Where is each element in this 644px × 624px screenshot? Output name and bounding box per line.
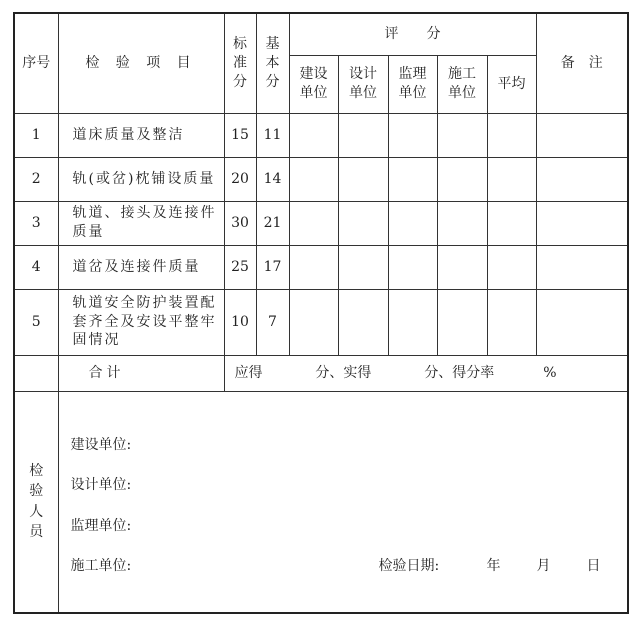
header-row-1 <box>14 13 628 55</box>
score-rate-label: 分、得分率 <box>424 364 495 381</box>
score-cell[interactable] <box>388 157 437 201</box>
total-row <box>14 355 628 391</box>
header-rater-construction: 建设 单位 <box>289 55 338 113</box>
row-no: 1 <box>14 113 58 157</box>
row-item: 轨道、接头及连接件质量 <box>58 201 224 245</box>
inspectors-row <box>14 391 628 613</box>
row-basic-score: 17 <box>256 245 289 289</box>
header-rater-average: 平均 <box>487 55 536 113</box>
score-cell[interactable] <box>388 113 437 157</box>
percent-sign: % <box>543 364 557 381</box>
construction-unit-signature[interactable]: 建设单位: <box>70 436 132 453</box>
score-cell[interactable] <box>338 113 388 157</box>
header-rater-supervision: 监理 单位 <box>388 55 437 113</box>
table-row <box>14 157 628 201</box>
supervision-unit-signature[interactable]: 监理单位: <box>70 517 132 534</box>
row-standard-score: 25 <box>224 245 256 289</box>
design-unit-signature[interactable]: 设计单位: <box>70 476 132 493</box>
header-seq: 序号 <box>14 13 58 113</box>
score-cell[interactable] <box>388 245 437 289</box>
inspection-date-label: 检验日期: <box>378 557 440 574</box>
total-seq-cell <box>14 355 58 391</box>
remarks-cell[interactable] <box>536 245 628 289</box>
score-cell[interactable] <box>487 245 536 289</box>
score-cell[interactable] <box>388 201 437 245</box>
header-remarks: 备 注 <box>536 13 628 113</box>
header-rater-contractor: 施工 单位 <box>437 55 487 113</box>
inspectors-label: 检 验 人 员 <box>14 391 58 613</box>
remarks-cell[interactable] <box>536 113 628 157</box>
score-cell[interactable] <box>289 113 338 157</box>
table-row <box>14 245 628 289</box>
score-cell[interactable] <box>289 245 338 289</box>
table-row <box>14 201 628 245</box>
score-cell[interactable] <box>437 245 487 289</box>
score-cell[interactable] <box>487 289 536 355</box>
row-item: 道床质量及整洁 <box>58 113 224 157</box>
score-cell[interactable] <box>437 201 487 245</box>
table-row <box>14 113 628 157</box>
score-cell[interactable] <box>289 289 338 355</box>
row-no: 4 <box>14 245 58 289</box>
contractor-unit-signature[interactable]: 施工单位: <box>70 557 132 574</box>
signature-area <box>58 391 628 613</box>
row-basic-score: 21 <box>256 201 289 245</box>
header-item: 检 验 项 目 <box>58 13 224 113</box>
actual-score-label: 分、实得 <box>315 364 372 381</box>
row-no: 3 <box>14 201 58 245</box>
score-cell[interactable] <box>437 113 487 157</box>
header-standard-score: 标 准 分 <box>224 13 256 113</box>
remarks-cell[interactable] <box>536 157 628 201</box>
score-cell[interactable] <box>289 157 338 201</box>
score-cell[interactable] <box>437 157 487 201</box>
row-basic-score: 7 <box>256 289 289 355</box>
score-cell[interactable] <box>338 245 388 289</box>
remarks-cell[interactable] <box>536 289 628 355</box>
score-cell[interactable] <box>437 289 487 355</box>
row-basic-score: 11 <box>256 113 289 157</box>
row-item: 道岔及连接件质量 <box>58 245 224 289</box>
score-cell[interactable] <box>487 157 536 201</box>
header-basic-score: 基 本 分 <box>256 13 289 113</box>
row-no: 5 <box>14 289 58 355</box>
remarks-cell[interactable] <box>536 201 628 245</box>
score-cell[interactable] <box>289 201 338 245</box>
inspection-score-table <box>13 12 629 614</box>
score-cell[interactable] <box>487 113 536 157</box>
total-label: 合计 <box>58 355 224 391</box>
row-item: 轨(或岔)枕铺设质量 <box>58 157 224 201</box>
row-standard-score: 15 <box>224 113 256 157</box>
row-standard-score: 30 <box>224 201 256 245</box>
score-cell[interactable] <box>487 201 536 245</box>
date-month[interactable]: 月 <box>536 557 551 574</box>
row-standard-score: 20 <box>224 157 256 201</box>
row-no: 2 <box>14 157 58 201</box>
score-cell[interactable] <box>388 289 437 355</box>
header-rater-design: 设计 单位 <box>338 55 388 113</box>
score-cell[interactable] <box>338 289 388 355</box>
row-standard-score: 10 <box>224 289 256 355</box>
date-day[interactable]: 日 <box>586 557 601 574</box>
table-row <box>14 289 628 355</box>
row-item: 轨道安全防护装置配套齐全及安设平整牢固情况 <box>58 289 224 355</box>
should-score-label: 应得 <box>234 364 263 381</box>
score-cell[interactable] <box>338 201 388 245</box>
score-cell[interactable] <box>338 157 388 201</box>
header-rating: 评 分 <box>289 13 536 55</box>
date-year[interactable]: 年 <box>486 557 501 574</box>
total-formula <box>224 355 628 391</box>
row-basic-score: 14 <box>256 157 289 201</box>
